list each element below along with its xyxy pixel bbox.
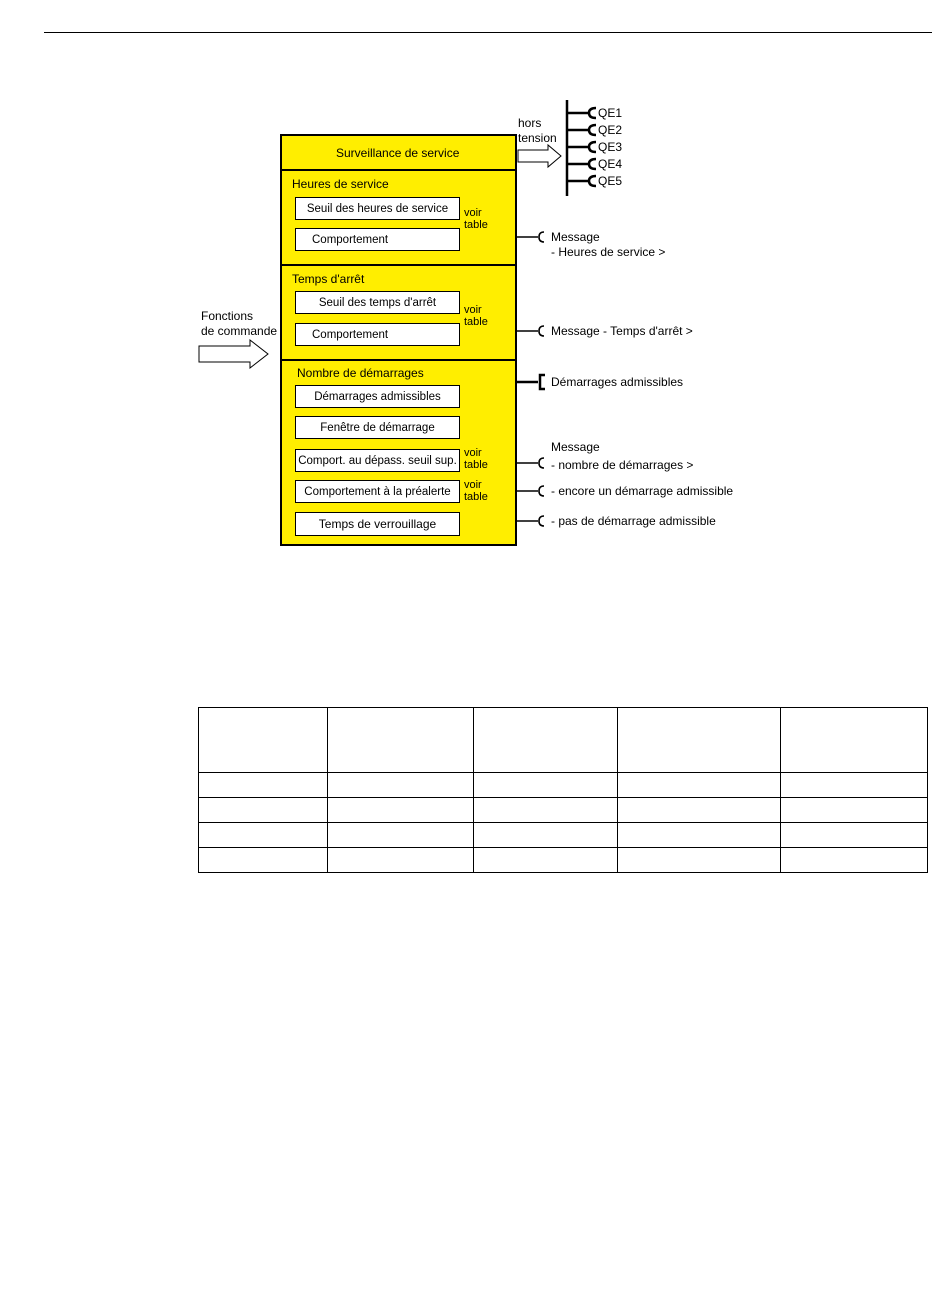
field-temps-verrouillage: Temps de verrouillage xyxy=(295,512,460,536)
table-cell xyxy=(199,708,328,773)
section-heures-title: Heures de service xyxy=(292,177,389,191)
output-label-line1: hors xyxy=(518,116,542,130)
qe1-label: QE1 xyxy=(598,106,623,120)
voir-table-dem1-2: table xyxy=(464,459,488,471)
voir-table-arret-1: voir xyxy=(464,304,482,316)
table-cell xyxy=(618,773,781,798)
qe2-label: QE2 xyxy=(598,123,623,137)
message-heures-1: Message xyxy=(551,230,600,244)
output-label-line2: tension xyxy=(518,131,557,145)
voir-table-arret-2: table xyxy=(464,316,488,328)
table-cell xyxy=(473,708,618,773)
input-arrow xyxy=(199,340,268,368)
table-cell xyxy=(473,848,618,873)
table-cell xyxy=(327,773,473,798)
table-cell xyxy=(199,848,328,873)
main-title: Surveillance de service xyxy=(336,146,460,160)
voir-table-dem2-1: voir xyxy=(464,479,482,491)
table-cell xyxy=(473,773,618,798)
table-cell xyxy=(781,798,928,823)
table-cell xyxy=(618,708,781,773)
table-cell xyxy=(781,823,928,848)
message-pas: - pas de démarrage admissible xyxy=(551,514,716,528)
table-row xyxy=(199,848,928,873)
voir-table-dem1-1: voir xyxy=(464,447,482,459)
table-cell xyxy=(327,848,473,873)
input-label-line1: Fonctions xyxy=(201,309,254,323)
message-arret: Message - Temps d'arrêt > xyxy=(551,324,693,338)
table-cell xyxy=(473,823,618,848)
field-comportement-prealerte: Comportement à la préalerte xyxy=(295,480,460,503)
field-comportement-arret: Comportement xyxy=(295,323,460,346)
field-demarrages-admissibles: Démarrages admissibles xyxy=(295,385,460,408)
message-encore: - encore un démarrage admissible xyxy=(551,484,734,498)
table-cell xyxy=(327,823,473,848)
table-cell xyxy=(618,823,781,848)
table-cell xyxy=(199,823,328,848)
table-cell xyxy=(327,798,473,823)
out-demarrages-admissibles: Démarrages admissibles xyxy=(551,375,684,389)
table-row xyxy=(199,798,928,823)
message-demarrages-2: - nombre de démarrages > xyxy=(551,458,694,472)
table-row xyxy=(199,823,928,848)
section-demarrages-title: Nombre de démarrages xyxy=(297,366,424,380)
table-cell xyxy=(781,708,928,773)
voir-table-heures-1: voir xyxy=(464,207,482,219)
field-comportement-heures: Comportement xyxy=(295,228,460,251)
output-arrow xyxy=(518,145,561,167)
table-cell xyxy=(618,848,781,873)
table-cell xyxy=(781,848,928,873)
voir-table-heures-2: table xyxy=(464,219,488,231)
table-cell xyxy=(199,773,328,798)
qe-connectors xyxy=(567,108,596,186)
field-comport-depass: Comport. au dépass. seuil sup. xyxy=(295,449,460,472)
table-cell xyxy=(327,708,473,773)
message-demarrages-1: Message xyxy=(551,440,600,454)
section-arret-title: Temps d'arrêt xyxy=(292,272,365,286)
field-seuil-heures: Seuil des heures de service xyxy=(295,197,460,220)
input-label-line2: de commande xyxy=(201,324,278,338)
qe5-label: QE5 xyxy=(598,174,623,188)
qe4-label: QE4 xyxy=(598,157,623,171)
qe3-label: QE3 xyxy=(598,140,623,154)
field-seuil-arret: Seuil des temps d'arrêt xyxy=(295,291,460,314)
table-row xyxy=(199,773,928,798)
table-cell xyxy=(618,798,781,823)
message-heures-2: - Heures de service > xyxy=(551,245,666,259)
admissibles-connector xyxy=(516,375,545,389)
field-fenetre-demarrage: Fenêtre de démarrage xyxy=(295,416,460,439)
table-header-row xyxy=(199,708,928,773)
table-cell xyxy=(473,798,618,823)
empty-table xyxy=(198,707,928,873)
table-cell xyxy=(199,798,328,823)
voir-table-dem2-2: table xyxy=(464,491,488,503)
table-cell xyxy=(781,773,928,798)
